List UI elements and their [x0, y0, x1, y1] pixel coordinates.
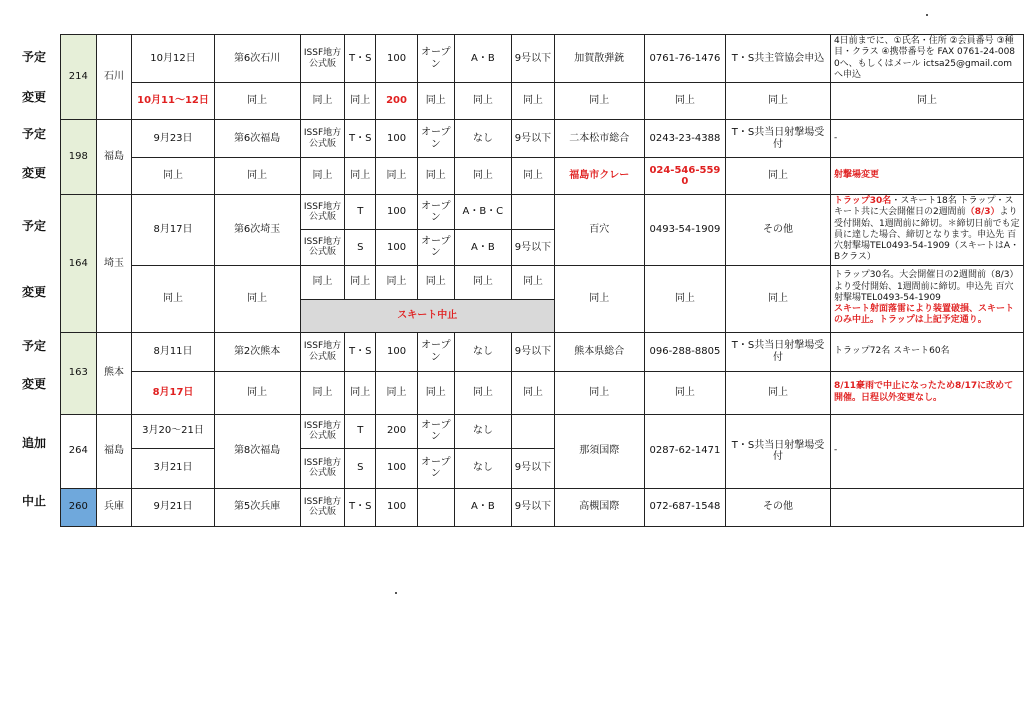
open — [417, 488, 454, 526]
class: 同上 — [300, 371, 345, 414]
target-count: 100 — [376, 488, 418, 526]
gauge: 9号以下 — [512, 488, 555, 526]
target-count: 100 — [376, 120, 418, 158]
gauge: 9号以下 — [512, 332, 555, 371]
open: オープン — [417, 448, 454, 488]
date: 同上 — [132, 265, 214, 332]
target-count: 200 — [376, 83, 418, 120]
event-type: T・S — [345, 35, 376, 83]
grade: A・B — [454, 230, 512, 265]
venue: 加賀散弾銃 — [554, 35, 644, 83]
grade: 同上 — [454, 371, 512, 414]
event-name: 第5次兵庫 — [214, 488, 300, 526]
event-type: 同上 — [345, 265, 376, 299]
table-row — [61, 83, 1024, 120]
target-count: 同上 — [376, 158, 418, 195]
class: 同上 — [300, 265, 345, 299]
date: 8月17日 — [132, 371, 214, 414]
event-type: S — [345, 448, 376, 488]
grade: A・B — [454, 35, 512, 83]
entry-method: T・S共当日射撃場受付 — [726, 332, 831, 371]
grade: A・B — [454, 488, 512, 526]
open: 同上 — [417, 158, 454, 195]
target-count: 100 — [376, 332, 418, 371]
gauge: 同上 — [512, 265, 555, 299]
note-highlight: スキート射面落雷により装置破損、スキートのみ中止。トラップは上記予定通り。 — [833, 304, 1014, 326]
row-label-260-cancel: 中止 — [21, 494, 46, 508]
event-id: 163 — [61, 332, 97, 414]
target-count: 100 — [376, 230, 418, 265]
event-type: T・S — [345, 120, 376, 158]
note — [830, 488, 1023, 526]
grade: 同上 — [454, 265, 512, 299]
open: オープン — [417, 414, 454, 448]
note-text: ・スキート18名 トラップ・スキート共に大会開催日の2週間前 — [833, 196, 1014, 218]
entry-method: T・S共主管協会申込 — [726, 35, 831, 83]
entry-method: その他 — [726, 195, 831, 266]
prefecture: 兵庫 — [96, 488, 132, 526]
event-type: T・S — [345, 488, 376, 526]
date: 3月21日 — [132, 448, 214, 488]
date: 10月12日 — [132, 35, 214, 83]
date: 9月23日 — [132, 120, 214, 158]
table-row — [61, 120, 1024, 158]
class: ISSF地方公式版 — [300, 414, 345, 448]
note: - — [830, 414, 1023, 488]
entry-method: 同上 — [726, 158, 831, 195]
event-type: 同上 — [345, 371, 376, 414]
event-name: 第6次石川 — [214, 35, 300, 83]
gauge — [512, 195, 555, 230]
scan-speck — [926, 14, 928, 16]
event-type: S — [345, 230, 376, 265]
schedule-change-table — [60, 34, 1024, 527]
table-row — [61, 265, 1024, 299]
event-type: T — [345, 414, 376, 448]
prefecture: 福島 — [96, 414, 132, 488]
phone: 0761-76-1476 — [644, 35, 725, 83]
event-name: 第8次福島 — [214, 414, 300, 488]
event-name: 同上 — [214, 371, 300, 414]
row-label-264-add: 追加 — [21, 436, 46, 450]
grade: なし — [454, 120, 512, 158]
target-count: 同上 — [376, 265, 418, 299]
entry-method: 同上 — [726, 265, 831, 332]
venue: 同上 — [554, 371, 644, 414]
row-label-198-change: 変更 — [21, 166, 46, 180]
date: 3月20～21日 — [132, 414, 214, 448]
note-highlight-date: （8/3） — [965, 207, 1000, 218]
prefecture: 熊本 — [96, 332, 132, 414]
date: 8月17日 — [132, 195, 214, 266]
phone: 072-687-1548 — [644, 488, 725, 526]
gauge: 9号以下 — [512, 448, 555, 488]
event-type: 同上 — [345, 83, 376, 120]
class: ISSF地方公式版 — [300, 332, 345, 371]
note-text-2: より受付開始、1週間前に締切。＊締切日前でも定員に達した場合、締切となります。申込先 百穴射撃場TEL0493-54-1909（スキートはA・Bクラス） — [833, 207, 1020, 263]
event-id: 260 — [61, 488, 97, 526]
gauge — [512, 414, 555, 448]
row-label-163-change: 変更 — [21, 377, 46, 391]
entry-method: 同上 — [726, 83, 831, 120]
phone: 同上 — [644, 83, 725, 120]
venue: 福島市クレー — [554, 158, 644, 195]
venue: 那須国際 — [554, 414, 644, 488]
entry-method: T・S共当日射撃場受付 — [726, 414, 831, 488]
row-label-214-change: 変更 — [21, 90, 46, 104]
note: トラップ72名 スキート60名 — [830, 332, 1023, 371]
class: 同上 — [300, 83, 345, 120]
class: ISSF地方公式版 — [300, 448, 345, 488]
note: 8/11豪雨で中止になったため8/17に改めて開催。日程以外変更なし。 — [830, 371, 1023, 414]
class: ISSF地方公式版 — [300, 120, 345, 158]
event-name: 第6次福島 — [214, 120, 300, 158]
row-label-164-plan: 予定 — [21, 219, 46, 233]
venue: 同上 — [554, 83, 644, 120]
note: 同上 — [830, 83, 1023, 120]
grade: 同上 — [454, 83, 512, 120]
row-label-214-plan: 予定 — [21, 50, 46, 64]
table-row — [61, 414, 1024, 448]
venue: 熊本県総合 — [554, 332, 644, 371]
phone: 同上 — [644, 265, 725, 332]
phone: 0287-62-1471 — [644, 414, 725, 488]
row-label-198-plan: 予定 — [21, 127, 46, 141]
date: 8月11日 — [132, 332, 214, 371]
open: 同上 — [417, 265, 454, 299]
row-label-164-change: 変更 — [21, 285, 46, 299]
open: オープン — [417, 230, 454, 265]
event-id: 198 — [61, 120, 97, 195]
event-name: 同上 — [214, 265, 300, 332]
phone: 096-288-8805 — [644, 332, 725, 371]
table-row — [61, 371, 1024, 414]
table-row — [61, 195, 1024, 230]
table-row — [61, 332, 1024, 371]
class: ISSF地方公式版 — [300, 35, 345, 83]
event-id: 264 — [61, 414, 97, 488]
grade: なし — [454, 448, 512, 488]
phone: 同上 — [644, 371, 725, 414]
table-row — [61, 35, 1024, 83]
event-id: 164 — [61, 195, 97, 333]
gauge: 9号以下 — [512, 230, 555, 265]
note — [830, 195, 1023, 266]
target-count: 100 — [376, 195, 418, 230]
grade: A・B・C — [454, 195, 512, 230]
gauge: 同上 — [512, 371, 555, 414]
date: 9月21日 — [132, 488, 214, 526]
phone: 024-546-5590 — [644, 158, 725, 195]
event-id: 214 — [61, 35, 97, 120]
note — [830, 265, 1023, 332]
grade: なし — [454, 414, 512, 448]
note: 4日前までに、①氏名・住所 ②会員番号 ③種目・クラス ④携帯番号を FAX 0761-24-0080へ、もしくはメール ictsa25@gmail.com へ申込 — [830, 35, 1023, 83]
event-type: T・S — [345, 332, 376, 371]
table-row — [61, 488, 1024, 526]
skeet-cancelled-banner: スキート中止 — [300, 299, 554, 332]
venue: 百穴 — [554, 195, 644, 266]
target-count: 100 — [376, 448, 418, 488]
note: - — [830, 120, 1023, 158]
scan-speck — [395, 592, 397, 594]
venue: 高槻国際 — [554, 488, 644, 526]
target-count: 200 — [376, 414, 418, 448]
event-type: 同上 — [345, 158, 376, 195]
table-row — [61, 158, 1024, 195]
grade: 同上 — [454, 158, 512, 195]
row-label-163-plan: 予定 — [21, 339, 46, 353]
entry-method: その他 — [726, 488, 831, 526]
entry-method: 同上 — [726, 371, 831, 414]
gauge: 9号以下 — [512, 35, 555, 83]
class: ISSF地方公式版 — [300, 195, 345, 230]
open: オープン — [417, 195, 454, 230]
prefecture: 埼玉 — [96, 195, 132, 333]
open: 同上 — [417, 83, 454, 120]
note-text: トラップ30名。大会開催日の2週間前（8/3）より受付開始、1週間前に締切。申込先 百穴射撃場TEL0493-54-1909 — [833, 270, 1019, 303]
class: 同上 — [300, 158, 345, 195]
open: オープン — [417, 35, 454, 83]
venue: 二本松市総合 — [554, 120, 644, 158]
open: オープン — [417, 120, 454, 158]
note: 射撃場変更 — [830, 158, 1023, 195]
prefecture: 石川 — [96, 35, 132, 120]
event-name: 第6次埼玉 — [214, 195, 300, 266]
date: 同上 — [132, 158, 214, 195]
venue: 同上 — [554, 265, 644, 332]
note-highlight: トラップ30名 — [833, 196, 892, 206]
class: ISSF地方公式版 — [300, 488, 345, 526]
gauge: 9号以下 — [512, 120, 555, 158]
grade: なし — [454, 332, 512, 371]
phone: 0243-23-4388 — [644, 120, 725, 158]
event-name: 同上 — [214, 158, 300, 195]
phone: 0493-54-1909 — [644, 195, 725, 266]
open: 同上 — [417, 371, 454, 414]
class: ISSF地方公式版 — [300, 230, 345, 265]
target-count: 100 — [376, 35, 418, 83]
gauge: 同上 — [512, 158, 555, 195]
event-name: 同上 — [214, 83, 300, 120]
date: 10月11～12日 — [132, 83, 214, 120]
gauge: 同上 — [512, 83, 555, 120]
event-name: 第2次熊本 — [214, 332, 300, 371]
entry-method: T・S共当日射撃場受付 — [726, 120, 831, 158]
event-type: T — [345, 195, 376, 230]
open: オープン — [417, 332, 454, 371]
prefecture: 福島 — [96, 120, 132, 195]
target-count: 同上 — [376, 371, 418, 414]
